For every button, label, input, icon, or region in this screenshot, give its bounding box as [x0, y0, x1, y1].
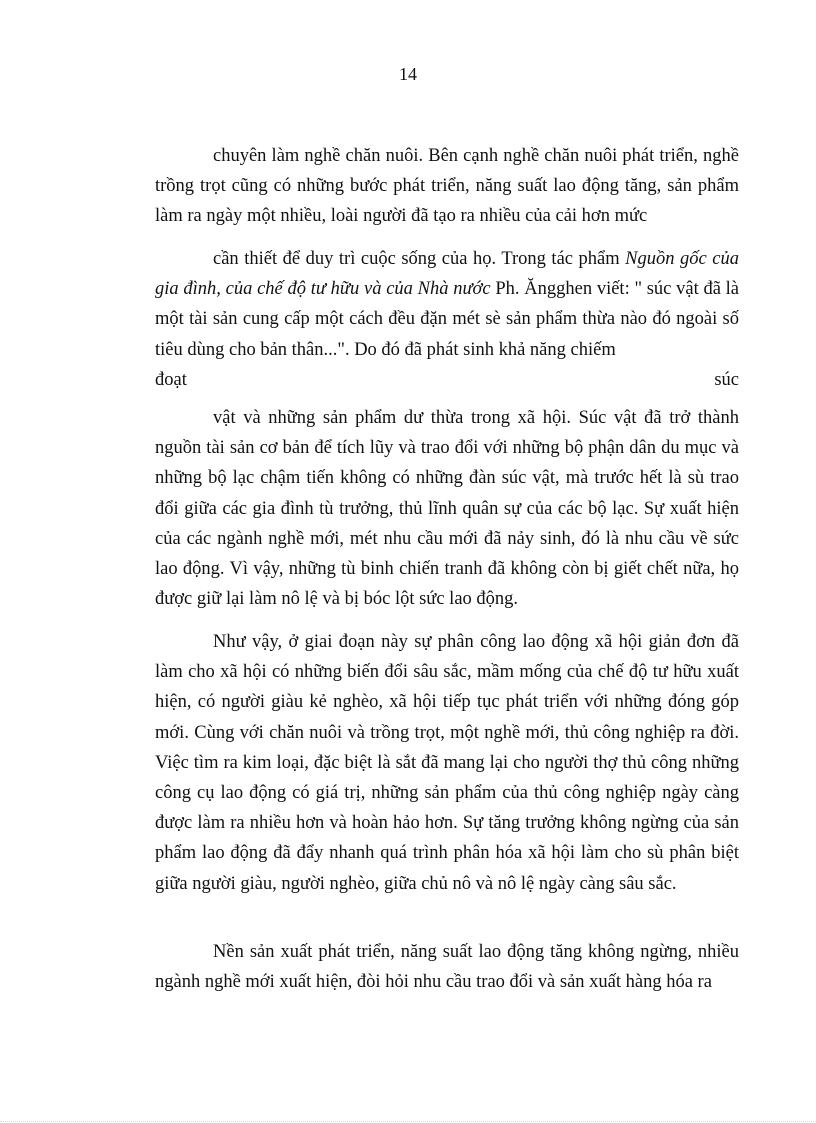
paragraph-4-text: Như vậy, ở giai đoạn này sự phân công lao động xã hội giản đơn đã làm cho xã hội có những biến đổi sâu sắc, mầm mống của chế độ tư hữu xuất hiện, có người giàu kẻ nghèo, xã hội tiếp tục phát triển với những đóng góp mới. Cùng với chăn nuôi và trồng trọt, một nghề mới, thủ công nghiệp ra đời. Việc tìm ra kim loại, đặc biệt là sắt đã mang lại cho người thợ thủ công những công cụ lao động có giá trị, những sản phẩm của thủ công nghiệp ngày càng được làm ra nhiều hơn và hoàn hảo hơn. Sự tăng trưởng không ngừng của sản phẩm lao động đã đẩy nhanh quá trình phân hóa xã hội làm cho sù phân biệt giữa người giàu, người nghèo, giữa chủ nô và nô lệ ngày càng sâu sắc.	[155, 632, 739, 894]
paragraph-1-text: chuyên làm nghề chăn nuôi. Bên cạnh nghề chăn nuôi phát triển, nghề trồng trọt cũng có những bước phát triển, năng suất lao động tăng, sản phẩm làm ra ngày một nhiều, loài người đã tạo ra nhiều của cải hơn mức	[155, 146, 739, 227]
paragraph-2	[155, 244, 739, 395]
paragraph-1	[155, 141, 739, 232]
paragraph-4	[155, 627, 739, 899]
paragraph-2-text	[155, 244, 739, 365]
paragraph-5	[155, 937, 739, 997]
paragraph-5-text: Nền sản xuất phát triển, năng suất lao động tăng không ngừng, nhiều ngành nghề mới xuất hiện, đòi hỏi nhu cầu trao đổi và sản xuất hàng hóa ra	[155, 942, 739, 993]
paragraph-3	[155, 403, 739, 614]
paragraph-2-after: Ph. Ăngghen viết: " súc vật đã là một tài sản cung cấp một cách đều đặn mét sè sản phẩm thừa nào đó ngoài số tiêu dùng cho bản thân...". Do đó đã phát sinh khả năng chiếm	[155, 279, 740, 360]
paragraph-2-last-line	[155, 365, 739, 395]
paragraph-3-text: vật và những sản phẩm dư thừa trong xã hội. Súc vật đã trở thành nguồn tài sản cơ bản để tích lũy và trao đổi với những bộ phận dân du mục và những bộ lạc chậm tiến không có những đàn súc vật, mà trước hết là sù trao đổi giữa các gia đình tù trưởng, thủ lĩnh quân sự của các bộ lạc. Sự xuất hiện của các ngành nghề mới, mét nhu cầu mới đã nảy sinh, đó là nhu cầu về sức lao động. Vì vậy, những tù binh chiến tranh đã không còn bị giết chết nữa, họ được giữ lại làm nô lệ và bị bóc lột sức lao động.	[155, 408, 739, 610]
paragraph-2-last-right: súc	[714, 369, 739, 390]
book-title: Nguồn gốc của gia đình, của chế độ tư hữu và của Nhà nước	[155, 249, 740, 300]
paragraph-2-last-left: đoạt	[155, 369, 187, 390]
paragraph-2-before: cần thiết để duy trì cuộc sống của họ. Trong tác phẩm	[213, 249, 626, 269]
page-number: 14	[399, 64, 417, 84]
